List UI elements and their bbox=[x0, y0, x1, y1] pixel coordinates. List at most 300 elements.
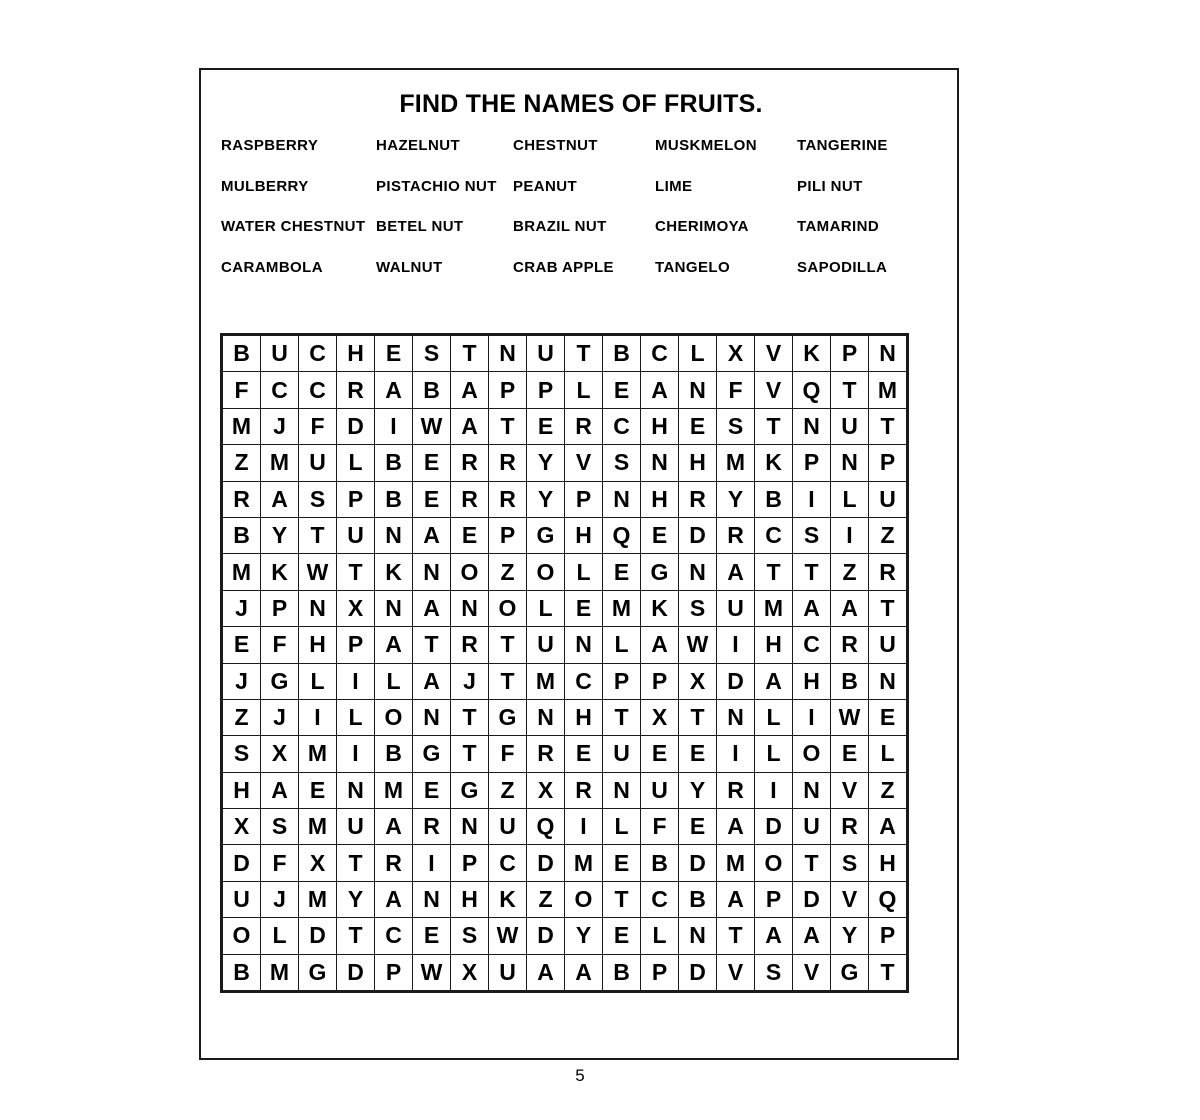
grid-cell[interactable]: E bbox=[299, 772, 337, 808]
grid-cell[interactable]: H bbox=[755, 627, 793, 663]
grid-cell[interactable]: U bbox=[831, 408, 869, 444]
grid-cell[interactable]: M bbox=[299, 881, 337, 917]
grid-cell[interactable]: C bbox=[375, 918, 413, 954]
grid-cell[interactable]: O bbox=[451, 554, 489, 590]
grid-cell[interactable]: N bbox=[869, 663, 907, 699]
grid-cell[interactable]: E bbox=[831, 736, 869, 772]
grid-cell[interactable]: M bbox=[869, 372, 907, 408]
grid-cell[interactable]: P bbox=[869, 918, 907, 954]
grid-cell[interactable]: B bbox=[413, 372, 451, 408]
grid-cell[interactable]: T bbox=[603, 881, 641, 917]
grid-cell[interactable]: R bbox=[375, 845, 413, 881]
grid-cell[interactable]: U bbox=[717, 590, 755, 626]
grid-cell[interactable]: T bbox=[679, 699, 717, 735]
grid-cell[interactable]: A bbox=[527, 954, 565, 990]
grid-cell[interactable]: U bbox=[337, 809, 375, 845]
grid-cell[interactable]: M bbox=[565, 845, 603, 881]
grid-cell[interactable]: O bbox=[223, 918, 261, 954]
grid-cell[interactable]: F bbox=[299, 408, 337, 444]
grid-cell[interactable]: C bbox=[641, 881, 679, 917]
grid-cell[interactable]: W bbox=[413, 408, 451, 444]
grid-cell[interactable]: N bbox=[565, 627, 603, 663]
grid-cell[interactable]: C bbox=[755, 517, 793, 553]
grid-cell[interactable]: E bbox=[641, 517, 679, 553]
grid-cell[interactable]: D bbox=[527, 845, 565, 881]
grid-cell[interactable]: T bbox=[755, 554, 793, 590]
grid-cell[interactable]: I bbox=[717, 627, 755, 663]
grid-cell[interactable]: U bbox=[527, 336, 565, 372]
grid-cell[interactable]: L bbox=[565, 554, 603, 590]
grid-cell[interactable]: Q bbox=[869, 881, 907, 917]
grid-cell[interactable]: P bbox=[337, 627, 375, 663]
grid-cell[interactable]: A bbox=[413, 517, 451, 553]
grid-cell[interactable]: M bbox=[299, 809, 337, 845]
grid-cell[interactable]: B bbox=[223, 336, 261, 372]
grid-cell[interactable]: D bbox=[337, 408, 375, 444]
grid-cell[interactable]: T bbox=[869, 590, 907, 626]
grid-cell[interactable]: D bbox=[223, 845, 261, 881]
grid-cell[interactable]: G bbox=[413, 736, 451, 772]
grid-cell[interactable]: N bbox=[451, 809, 489, 845]
grid-cell[interactable]: N bbox=[375, 517, 413, 553]
grid-cell[interactable]: Y bbox=[337, 881, 375, 917]
grid-cell[interactable]: E bbox=[679, 408, 717, 444]
grid-cell[interactable]: C bbox=[565, 663, 603, 699]
grid-cell[interactable]: M bbox=[223, 408, 261, 444]
grid-cell[interactable]: X bbox=[641, 699, 679, 735]
grid-cell[interactable]: R bbox=[223, 481, 261, 517]
grid-cell[interactable]: X bbox=[299, 845, 337, 881]
grid-cell[interactable]: W bbox=[831, 699, 869, 735]
grid-cell[interactable]: S bbox=[755, 954, 793, 990]
grid-cell[interactable]: T bbox=[337, 918, 375, 954]
grid-cell[interactable]: I bbox=[717, 736, 755, 772]
grid-cell[interactable]: Y bbox=[527, 481, 565, 517]
grid-cell[interactable]: E bbox=[679, 736, 717, 772]
grid-cell[interactable]: C bbox=[299, 336, 337, 372]
grid-cell[interactable]: K bbox=[375, 554, 413, 590]
grid-cell[interactable]: Y bbox=[527, 445, 565, 481]
grid-cell[interactable]: N bbox=[679, 918, 717, 954]
grid-cell[interactable]: N bbox=[831, 445, 869, 481]
grid-cell[interactable]: L bbox=[603, 809, 641, 845]
grid-cell[interactable]: O bbox=[527, 554, 565, 590]
grid-cell[interactable]: B bbox=[603, 336, 641, 372]
grid-cell[interactable]: T bbox=[603, 699, 641, 735]
grid-cell[interactable]: T bbox=[831, 372, 869, 408]
grid-cell[interactable]: M bbox=[527, 663, 565, 699]
grid-cell[interactable]: E bbox=[603, 554, 641, 590]
grid-cell[interactable]: D bbox=[679, 845, 717, 881]
grid-cell[interactable]: M bbox=[717, 445, 755, 481]
grid-cell[interactable]: U bbox=[869, 627, 907, 663]
grid-cell[interactable]: R bbox=[489, 481, 527, 517]
grid-cell[interactable]: Z bbox=[527, 881, 565, 917]
grid-cell[interactable]: E bbox=[603, 918, 641, 954]
grid-cell[interactable]: G bbox=[299, 954, 337, 990]
grid-cell[interactable]: X bbox=[261, 736, 299, 772]
grid-cell[interactable]: I bbox=[793, 481, 831, 517]
grid-cell[interactable]: X bbox=[223, 809, 261, 845]
grid-cell[interactable]: Z bbox=[223, 699, 261, 735]
grid-cell[interactable]: E bbox=[413, 772, 451, 808]
grid-cell[interactable]: L bbox=[679, 336, 717, 372]
grid-cell[interactable]: M bbox=[603, 590, 641, 626]
grid-cell[interactable]: Y bbox=[679, 772, 717, 808]
grid-cell[interactable]: Q bbox=[793, 372, 831, 408]
grid-cell[interactable]: S bbox=[603, 445, 641, 481]
grid-cell[interactable]: I bbox=[299, 699, 337, 735]
grid-cell[interactable]: A bbox=[261, 772, 299, 808]
grid-cell[interactable]: U bbox=[337, 517, 375, 553]
grid-cell[interactable]: R bbox=[489, 445, 527, 481]
grid-cell[interactable]: V bbox=[755, 336, 793, 372]
grid-cell[interactable]: G bbox=[261, 663, 299, 699]
grid-cell[interactable]: V bbox=[565, 445, 603, 481]
grid-cell[interactable]: L bbox=[527, 590, 565, 626]
grid-cell[interactable]: B bbox=[375, 481, 413, 517]
grid-cell[interactable]: T bbox=[337, 554, 375, 590]
grid-cell[interactable]: T bbox=[489, 408, 527, 444]
grid-cell[interactable]: A bbox=[375, 881, 413, 917]
grid-cell[interactable]: T bbox=[299, 517, 337, 553]
grid-cell[interactable]: Z bbox=[869, 517, 907, 553]
grid-cell[interactable]: S bbox=[261, 809, 299, 845]
grid-cell[interactable]: N bbox=[451, 590, 489, 626]
grid-cell[interactable]: K bbox=[755, 445, 793, 481]
grid-cell[interactable]: U bbox=[869, 481, 907, 517]
grid-cell[interactable]: A bbox=[413, 590, 451, 626]
grid-cell[interactable]: W bbox=[413, 954, 451, 990]
grid-cell[interactable]: M bbox=[755, 590, 793, 626]
grid-cell[interactable]: V bbox=[717, 954, 755, 990]
grid-cell[interactable]: H bbox=[299, 627, 337, 663]
grid-cell[interactable]: F bbox=[223, 372, 261, 408]
grid-cell[interactable]: F bbox=[261, 845, 299, 881]
grid-cell[interactable]: D bbox=[337, 954, 375, 990]
grid-cell[interactable]: G bbox=[451, 772, 489, 808]
grid-cell[interactable]: J bbox=[261, 881, 299, 917]
grid-cell[interactable]: K bbox=[261, 554, 299, 590]
grid-cell[interactable]: I bbox=[375, 408, 413, 444]
grid-cell[interactable]: P bbox=[869, 445, 907, 481]
grid-cell[interactable]: T bbox=[451, 736, 489, 772]
grid-cell[interactable]: N bbox=[641, 445, 679, 481]
grid-cell[interactable]: U bbox=[299, 445, 337, 481]
grid-cell[interactable]: A bbox=[717, 809, 755, 845]
grid-cell[interactable]: U bbox=[489, 809, 527, 845]
grid-cell[interactable]: D bbox=[527, 918, 565, 954]
grid-cell[interactable]: E bbox=[223, 627, 261, 663]
grid-cell[interactable]: A bbox=[451, 408, 489, 444]
grid-cell[interactable]: C bbox=[299, 372, 337, 408]
grid-cell[interactable]: U bbox=[793, 809, 831, 845]
grid-cell[interactable]: N bbox=[375, 590, 413, 626]
grid-cell[interactable]: J bbox=[261, 408, 299, 444]
grid-cell[interactable]: A bbox=[717, 881, 755, 917]
grid-cell[interactable]: L bbox=[641, 918, 679, 954]
grid-cell[interactable]: U bbox=[489, 954, 527, 990]
grid-cell[interactable]: K bbox=[793, 336, 831, 372]
grid-cell[interactable]: B bbox=[641, 845, 679, 881]
grid-cell[interactable]: P bbox=[489, 517, 527, 553]
grid-cell[interactable]: J bbox=[223, 663, 261, 699]
grid-cell[interactable]: R bbox=[717, 517, 755, 553]
grid-cell[interactable]: X bbox=[717, 336, 755, 372]
grid-cell[interactable]: W bbox=[299, 554, 337, 590]
grid-cell[interactable]: I bbox=[337, 663, 375, 699]
grid-cell[interactable]: M bbox=[261, 445, 299, 481]
grid-cell[interactable]: Y bbox=[717, 481, 755, 517]
grid-cell[interactable]: N bbox=[793, 772, 831, 808]
grid-cell[interactable]: R bbox=[337, 372, 375, 408]
grid-cell[interactable]: A bbox=[641, 372, 679, 408]
grid-cell[interactable]: E bbox=[375, 336, 413, 372]
grid-cell[interactable]: Q bbox=[527, 809, 565, 845]
grid-cell[interactable]: C bbox=[641, 336, 679, 372]
grid-cell[interactable]: N bbox=[527, 699, 565, 735]
grid-cell[interactable]: K bbox=[489, 881, 527, 917]
grid-cell[interactable]: R bbox=[717, 772, 755, 808]
grid-cell[interactable]: A bbox=[375, 809, 413, 845]
grid-cell[interactable]: V bbox=[831, 881, 869, 917]
grid-cell[interactable]: A bbox=[831, 590, 869, 626]
grid-cell[interactable]: T bbox=[451, 336, 489, 372]
grid-cell[interactable]: O bbox=[755, 845, 793, 881]
grid-cell[interactable]: P bbox=[793, 445, 831, 481]
grid-cell[interactable]: S bbox=[223, 736, 261, 772]
grid-cell[interactable]: E bbox=[603, 845, 641, 881]
grid-cell[interactable]: Z bbox=[869, 772, 907, 808]
grid-cell[interactable]: U bbox=[261, 336, 299, 372]
grid-cell[interactable]: J bbox=[261, 699, 299, 735]
grid-cell[interactable]: R bbox=[565, 772, 603, 808]
grid-cell[interactable]: B bbox=[375, 445, 413, 481]
grid-cell[interactable]: A bbox=[565, 954, 603, 990]
grid-cell[interactable]: M bbox=[717, 845, 755, 881]
grid-cell[interactable]: R bbox=[679, 481, 717, 517]
grid-cell[interactable]: T bbox=[489, 663, 527, 699]
grid-cell[interactable]: P bbox=[451, 845, 489, 881]
grid-cell[interactable]: Y bbox=[261, 517, 299, 553]
grid-cell[interactable]: H bbox=[223, 772, 261, 808]
grid-cell[interactable]: A bbox=[717, 554, 755, 590]
grid-cell[interactable]: K bbox=[641, 590, 679, 626]
grid-cell[interactable]: L bbox=[565, 372, 603, 408]
grid-cell[interactable]: Q bbox=[603, 517, 641, 553]
grid-cell[interactable]: B bbox=[603, 954, 641, 990]
grid-cell[interactable]: S bbox=[299, 481, 337, 517]
grid-cell[interactable]: C bbox=[261, 372, 299, 408]
grid-cell[interactable]: R bbox=[451, 627, 489, 663]
grid-cell[interactable]: F bbox=[261, 627, 299, 663]
grid-cell[interactable]: I bbox=[793, 699, 831, 735]
grid-cell[interactable]: T bbox=[489, 627, 527, 663]
grid-cell[interactable]: P bbox=[831, 336, 869, 372]
grid-cell[interactable]: L bbox=[299, 663, 337, 699]
grid-cell[interactable]: O bbox=[375, 699, 413, 735]
grid-cell[interactable]: L bbox=[337, 699, 375, 735]
grid-cell[interactable]: S bbox=[679, 590, 717, 626]
grid-cell[interactable]: T bbox=[869, 408, 907, 444]
grid-cell[interactable]: R bbox=[451, 445, 489, 481]
grid-cell[interactable]: L bbox=[755, 736, 793, 772]
grid-cell[interactable]: U bbox=[641, 772, 679, 808]
grid-cell[interactable]: R bbox=[565, 408, 603, 444]
grid-cell[interactable]: C bbox=[603, 408, 641, 444]
grid-cell[interactable]: E bbox=[527, 408, 565, 444]
grid-cell[interactable]: H bbox=[337, 336, 375, 372]
grid-cell[interactable]: S bbox=[413, 336, 451, 372]
grid-cell[interactable]: E bbox=[565, 736, 603, 772]
grid-cell[interactable]: N bbox=[793, 408, 831, 444]
grid-cell[interactable]: G bbox=[831, 954, 869, 990]
grid-cell[interactable]: I bbox=[565, 809, 603, 845]
grid-cell[interactable]: G bbox=[641, 554, 679, 590]
grid-cell[interactable]: M bbox=[223, 554, 261, 590]
grid-cell[interactable]: P bbox=[527, 372, 565, 408]
grid-cell[interactable]: L bbox=[375, 663, 413, 699]
grid-cell[interactable]: Z bbox=[223, 445, 261, 481]
grid-cell[interactable]: S bbox=[451, 918, 489, 954]
grid-cell[interactable]: X bbox=[679, 663, 717, 699]
grid-cell[interactable]: I bbox=[755, 772, 793, 808]
grid-cell[interactable]: T bbox=[755, 408, 793, 444]
grid-cell[interactable]: M bbox=[375, 772, 413, 808]
grid-cell[interactable]: E bbox=[641, 736, 679, 772]
grid-cell[interactable]: N bbox=[413, 881, 451, 917]
grid-cell[interactable]: P bbox=[755, 881, 793, 917]
grid-cell[interactable]: S bbox=[831, 845, 869, 881]
grid-cell[interactable]: N bbox=[299, 590, 337, 626]
grid-cell[interactable]: E bbox=[869, 699, 907, 735]
grid-cell[interactable]: A bbox=[375, 372, 413, 408]
grid-cell[interactable]: A bbox=[375, 627, 413, 663]
grid-cell[interactable]: U bbox=[223, 881, 261, 917]
grid-cell[interactable]: H bbox=[565, 517, 603, 553]
grid-cell[interactable]: L bbox=[831, 481, 869, 517]
grid-cell[interactable]: I bbox=[413, 845, 451, 881]
grid-cell[interactable]: I bbox=[831, 517, 869, 553]
grid-cell[interactable]: B bbox=[831, 663, 869, 699]
grid-cell[interactable]: A bbox=[451, 372, 489, 408]
grid-cell[interactable]: G bbox=[489, 699, 527, 735]
grid-cell[interactable]: T bbox=[717, 918, 755, 954]
grid-cell[interactable]: B bbox=[375, 736, 413, 772]
grid-cell[interactable]: Z bbox=[489, 554, 527, 590]
grid-cell[interactable]: R bbox=[451, 481, 489, 517]
grid-cell[interactable]: P bbox=[375, 954, 413, 990]
grid-cell[interactable]: H bbox=[641, 481, 679, 517]
grid-cell[interactable]: B bbox=[223, 954, 261, 990]
grid-cell[interactable]: H bbox=[793, 663, 831, 699]
grid-cell[interactable]: A bbox=[261, 481, 299, 517]
grid-cell[interactable]: A bbox=[793, 590, 831, 626]
grid-cell[interactable]: J bbox=[223, 590, 261, 626]
grid-cell[interactable]: R bbox=[869, 554, 907, 590]
grid-cell[interactable]: Y bbox=[565, 918, 603, 954]
grid-cell[interactable]: O bbox=[565, 881, 603, 917]
grid-cell[interactable]: H bbox=[679, 445, 717, 481]
grid-cell[interactable]: Z bbox=[489, 772, 527, 808]
grid-cell[interactable]: F bbox=[641, 809, 679, 845]
grid-cell[interactable]: T bbox=[793, 845, 831, 881]
grid-cell[interactable]: R bbox=[831, 809, 869, 845]
grid-cell[interactable]: Y bbox=[831, 918, 869, 954]
grid-cell[interactable]: S bbox=[793, 517, 831, 553]
grid-cell[interactable]: X bbox=[527, 772, 565, 808]
grid-cell[interactable]: C bbox=[489, 845, 527, 881]
grid-cell[interactable]: P bbox=[565, 481, 603, 517]
grid-cell[interactable]: V bbox=[793, 954, 831, 990]
grid-cell[interactable]: N bbox=[413, 699, 451, 735]
grid-cell[interactable]: A bbox=[755, 918, 793, 954]
grid-cell[interactable]: B bbox=[223, 517, 261, 553]
grid-cell[interactable]: H bbox=[869, 845, 907, 881]
grid-cell[interactable]: O bbox=[489, 590, 527, 626]
grid-cell[interactable]: N bbox=[679, 554, 717, 590]
grid-cell[interactable]: L bbox=[755, 699, 793, 735]
grid-cell[interactable]: P bbox=[261, 590, 299, 626]
grid-cell[interactable]: B bbox=[755, 481, 793, 517]
grid-cell[interactable]: D bbox=[299, 918, 337, 954]
grid-cell[interactable]: D bbox=[679, 517, 717, 553]
grid-cell[interactable]: N bbox=[603, 772, 641, 808]
grid-cell[interactable]: D bbox=[793, 881, 831, 917]
grid-cell[interactable]: L bbox=[261, 918, 299, 954]
grid-cell[interactable]: F bbox=[489, 736, 527, 772]
grid-cell[interactable]: D bbox=[679, 954, 717, 990]
grid-cell[interactable]: R bbox=[413, 809, 451, 845]
grid-cell[interactable]: L bbox=[603, 627, 641, 663]
grid-cell[interactable]: E bbox=[679, 809, 717, 845]
grid-cell[interactable]: D bbox=[755, 809, 793, 845]
grid-cell[interactable]: T bbox=[793, 554, 831, 590]
grid-cell[interactable]: A bbox=[755, 663, 793, 699]
grid-cell[interactable]: G bbox=[527, 517, 565, 553]
grid-cell[interactable]: H bbox=[451, 881, 489, 917]
grid-cell[interactable]: F bbox=[717, 372, 755, 408]
grid-cell[interactable]: N bbox=[603, 481, 641, 517]
grid-cell[interactable]: N bbox=[337, 772, 375, 808]
grid-cell[interactable]: H bbox=[641, 408, 679, 444]
grid-cell[interactable]: L bbox=[869, 736, 907, 772]
grid-cell[interactable]: E bbox=[451, 517, 489, 553]
grid-cell[interactable]: N bbox=[489, 336, 527, 372]
grid-cell[interactable]: V bbox=[755, 372, 793, 408]
grid-cell[interactable]: U bbox=[603, 736, 641, 772]
grid-cell[interactable]: P bbox=[489, 372, 527, 408]
grid-cell[interactable]: A bbox=[793, 918, 831, 954]
grid-cell[interactable]: N bbox=[413, 554, 451, 590]
grid-cell[interactable]: V bbox=[831, 772, 869, 808]
grid-cell[interactable]: A bbox=[869, 809, 907, 845]
grid-cell[interactable]: D bbox=[717, 663, 755, 699]
grid-cell[interactable]: M bbox=[261, 954, 299, 990]
grid-cell[interactable]: S bbox=[717, 408, 755, 444]
grid-cell[interactable]: I bbox=[337, 736, 375, 772]
grid-cell[interactable]: B bbox=[679, 881, 717, 917]
grid-cell[interactable]: E bbox=[603, 372, 641, 408]
grid-cell[interactable]: E bbox=[565, 590, 603, 626]
grid-cell[interactable]: N bbox=[679, 372, 717, 408]
grid-cell[interactable]: U bbox=[527, 627, 565, 663]
grid-cell[interactable]: W bbox=[489, 918, 527, 954]
grid-cell[interactable]: P bbox=[641, 954, 679, 990]
grid-cell[interactable]: T bbox=[337, 845, 375, 881]
grid-cell[interactable]: X bbox=[451, 954, 489, 990]
grid-cell[interactable]: E bbox=[413, 445, 451, 481]
